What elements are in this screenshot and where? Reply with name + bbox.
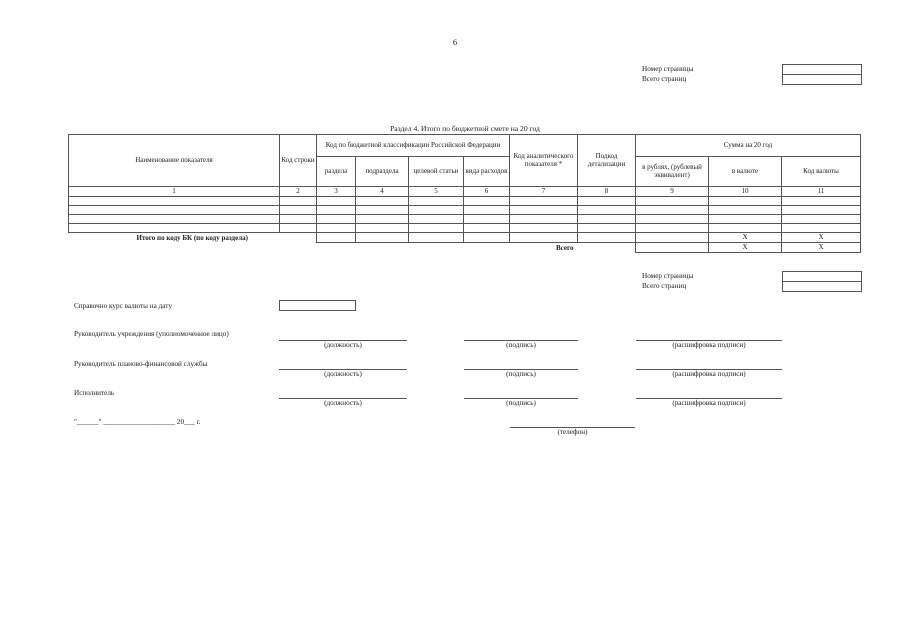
col-number: 5: [409, 187, 464, 197]
header-podrazdel: подраздела: [356, 157, 409, 187]
col-number: 1: [69, 187, 280, 197]
table-row: [69, 197, 861, 206]
signer-role: Руководитель планово-финансовой службы: [74, 360, 208, 368]
header-vid: вида расходов: [464, 157, 510, 187]
section-title: Раздел 4. Итого по бюджетной смете на 20 год: [390, 124, 540, 133]
date-line[interactable]: "______" ____________________ 20___ г.: [74, 418, 201, 426]
exchange-rate-label: Справочно курс валюты на дату: [74, 302, 172, 310]
total-pages-label: Всего страниц: [642, 75, 687, 83]
col-number: 10: [709, 187, 782, 197]
header-detail: Подкод детализации: [578, 135, 636, 187]
col-number: 11: [782, 187, 861, 197]
col-number: 4: [356, 187, 409, 197]
position-caption: (должность): [324, 399, 362, 407]
exchange-rate-date-field[interactable]: [279, 300, 356, 311]
decoding-caption: (расшифровка подписи): [672, 399, 746, 407]
grand-total-label: Всего: [556, 243, 574, 252]
col-number: 3: [317, 187, 356, 197]
column-numbers-row: [69, 187, 861, 197]
position-caption: (должность): [324, 370, 362, 378]
col-number: 7: [510, 187, 578, 197]
header-name: Наименование показателя: [69, 135, 280, 187]
header-analytic: Код аналитического показателя *: [510, 135, 578, 187]
page-number: 6: [452, 37, 458, 47]
position-caption: (должность): [324, 341, 362, 349]
signer-role: Руководитель учреждения (уполномоченное лицо): [74, 330, 229, 338]
header-currency-code: Код валюты: [782, 157, 861, 187]
budget-table: [68, 134, 861, 253]
total-pages-label: Всего страниц: [642, 282, 687, 290]
col-number: 8: [578, 187, 636, 197]
header-bk-group: Код по бюджетной классификации Российской Федерации: [317, 135, 510, 157]
header-rub: в рублях, (рублевый эквивалент): [636, 157, 709, 187]
total-by-razdel-label: Итого по коду БК (по коду раздела): [69, 233, 317, 243]
header-celevoy: целевой статьи: [409, 157, 464, 187]
total-pages-field[interactable]: [782, 281, 862, 292]
table-row: [69, 206, 861, 215]
signature-caption: (подпись): [506, 399, 536, 407]
col-number: 6: [464, 187, 510, 197]
signature-caption: (подпись): [506, 341, 536, 349]
page-number-label: Номер страницы: [642, 65, 694, 73]
header-currency: в валюте: [709, 157, 782, 187]
decoding-caption: (расшифровка подписи): [672, 341, 746, 349]
signature-caption: (подпись): [506, 370, 536, 378]
signer-role: Исполнитель: [74, 389, 115, 397]
header-row-code: Код строки: [280, 135, 317, 187]
header-sum-group: Сумма на 20 год: [636, 135, 861, 157]
phone-caption: (телефон): [557, 428, 588, 436]
col-number: 9: [636, 187, 709, 197]
decoding-caption: (расшифровка подписи): [672, 370, 746, 378]
table-row: [69, 224, 861, 233]
header-razdel: раздела: [317, 157, 356, 187]
x-mark: X: [782, 243, 861, 253]
grand-total-row: [69, 243, 861, 253]
x-mark: X: [782, 233, 861, 243]
col-number: 2: [280, 187, 317, 197]
x-mark: X: [709, 243, 782, 253]
total-by-razdel-row: [69, 233, 861, 243]
page-number-label: Номер страницы: [642, 272, 694, 280]
table-row: [69, 215, 861, 224]
total-pages-field[interactable]: [782, 74, 862, 85]
x-mark: X: [709, 233, 782, 243]
